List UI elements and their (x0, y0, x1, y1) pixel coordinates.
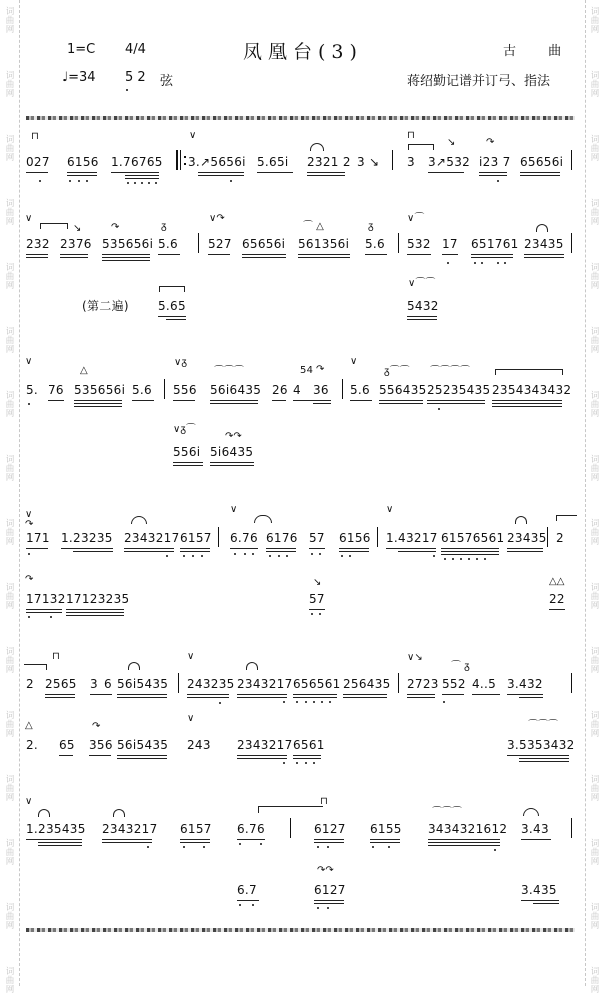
piece-title: 凤凰台(3) (243, 41, 363, 63)
note-group: 65656i (242, 237, 286, 251)
note-group: 2565 (45, 677, 77, 691)
note-group: 651761 (471, 237, 519, 251)
site-watermark: 词 曲 网 (5, 647, 15, 675)
note-group: 26 (272, 383, 288, 397)
site-watermark: 词 曲 网 (5, 839, 15, 867)
note-group: 3 (407, 155, 415, 169)
note-group: 65 (59, 738, 75, 752)
note-group: 2354343432 (492, 383, 572, 397)
note-group: 2321 2 (307, 155, 351, 169)
site-watermark: 词 曲 网 (590, 135, 600, 163)
genre-label: 古 曲 (503, 44, 576, 59)
note-group: 4 (293, 383, 301, 397)
note-group: 23435 (524, 237, 564, 251)
string-tuning: 5 2 (125, 70, 146, 85)
note-group: 3 ↘ (357, 155, 380, 169)
note-group: 17132 (26, 592, 66, 606)
note-group: 256435 (343, 677, 391, 691)
note-group: 22 (549, 592, 565, 606)
note-group: 561356i (298, 237, 350, 251)
note-group: 61576561 (441, 531, 505, 545)
site-watermark: 词 曲 网 (590, 327, 600, 355)
site-watermark: 词 曲 网 (5, 263, 15, 291)
note-group: 6.76 (237, 822, 265, 836)
site-watermark: 词 曲 网 (5, 903, 15, 931)
note-group: 2343217 (102, 822, 158, 836)
score-sheet: 词 曲 网 词 曲 网 词 曲 网 词 曲 网 词 曲 网 词 曲 网 词 曲 网 词 曲 网 词 曲 网 词 曲 网 词 曲 网 词 曲 网 词 曲 网 词 曲 网 词 曲 网 词 曲 网 词 曲 网 词 曲 网 词 曲 网 词 曲 网 词 曲 网 词 曲 网 词 曲 网 词 曲 网 词 曲 网 词 曲 网 词 曲 网 词 曲 网 词 曲 网 词 曲 网 词 曲 网 词 曲 网 1=C 4/4 凤凰台(3) 古 曲 ♩=34 5 2 弦 蒋绍勤记谱并订弓、指法 ⊓ 027 6156 1.76765 ∨ 3.↗5656i 5.65i 2321 2 3 ↘ ⊓ 3 ↘ 3↗532 ↷ i23 7 65656i ∨ 232 ↘ 2376 ↷ 535656i ᵹ 5.6 ∨↷ 527 65656i ⌒ △ 561356i ᵹ 5.6 ∨⌒ 532 17 651761 23435 (第二遍) 5.65 ∨⌒⌒ 5432 ∨ 5. 76 △ 535656i 5.6 ∨ᵹ 556 ⌒⌒⌒ 56i6435 26 54 ↷ 4 36 ∨ 5.6 ᵹ⌒⌒ 556435 ⌒⌒⌒⌒ 25235435 2354343432 ∨ᵹ⌒ 556i ↷↷ 5i6435 ∨ ↷ 171 1.23235 2343217 6157 ∨ 6.76 6176 57 6156 ∨ 1.43217 61576561 23435 2 ↷ 17132 17123235 ↘ 57 △△ 22 ⊓ 2 2565 3 6 56i5435 ∨ 243235 2343217 656561 256435 ∨↘ 2723 ⌒ ᵹ 552 4..5 3.432 △ 2. 65 ↷ 356 56i5435 ∨ 243 2343217 6561 ⌒⌒⌒ 3.5353432 ∨ 1.235435 2343217 6157 ⊓ 6.76 6127 6155 ⌒⌒⌒ 3434321612 3.43 6.7 ↷↷ 6127 3.435 (0, 0, 605, 986)
note-group: 6.76 (230, 531, 258, 545)
note-group: 6156 (339, 531, 371, 545)
top-border-band (26, 116, 575, 120)
note-group: 243235 (187, 677, 235, 691)
note-group: 5.6 (365, 237, 385, 251)
grace-note: 54 (300, 365, 314, 376)
site-watermark: 词 曲 网 (5, 967, 15, 995)
note-group: 027 (26, 155, 50, 169)
note-group: 5.65i (257, 155, 289, 169)
transcriber-credit: 蒋绍勤记谱并订弓、指法 (407, 74, 551, 89)
note-group: 5.6 (132, 383, 152, 397)
site-watermark: 词 曲 网 (590, 711, 600, 739)
site-watermark: 词 曲 网 (5, 71, 15, 99)
note-group: 1.23235 (61, 531, 113, 545)
note-group: 556435 (379, 383, 427, 397)
site-watermark: 词 曲 网 (5, 135, 15, 163)
note-group: 556 (173, 383, 197, 397)
site-watermark: 词 曲 网 (590, 519, 600, 547)
note-group: 3 (90, 677, 98, 691)
site-watermark: 词 曲 网 (5, 583, 15, 611)
site-watermark: 词 曲 网 (590, 903, 600, 931)
note-group: 6176 (266, 531, 298, 545)
note-group: 6155 (370, 822, 402, 836)
note-group: 23435 (507, 531, 547, 545)
note-group: 527 (208, 237, 232, 251)
bottom-border-band (26, 928, 575, 932)
note-group: 556i (173, 445, 201, 459)
site-watermark: 词 曲 网 (590, 967, 600, 995)
note-group: 3↗532 (428, 155, 471, 169)
note-group: 56i5435 (117, 677, 169, 691)
note-group: 2. (26, 738, 39, 752)
note-group: 356 (89, 738, 113, 752)
note-group: 2376 (60, 237, 92, 251)
note-group: 532 (407, 237, 431, 251)
note-group: 4..5 (472, 677, 497, 691)
second-pass-label: (第二遍) (82, 299, 129, 313)
note-group: 6.7 (237, 883, 257, 897)
site-watermark: 词 曲 网 (5, 519, 15, 547)
time-signature: 4/4 (125, 42, 146, 57)
note-group: 57 (309, 592, 325, 606)
note-group: 2723 (407, 677, 439, 691)
note-group: 243 (187, 738, 211, 752)
note-group: 76 (48, 383, 64, 397)
note-group: 6127 (314, 822, 346, 836)
note-group: 5i6435 (210, 445, 254, 459)
note-group: 2343217 (124, 531, 180, 545)
site-watermark: 词 曲 网 (590, 263, 600, 291)
note-group: i23 7 (479, 155, 511, 169)
site-watermark: 词 曲 网 (590, 391, 600, 419)
note-group: 3434321612 (428, 822, 508, 836)
note-group: 5. (26, 383, 39, 397)
site-watermark: 词 曲 网 (5, 711, 15, 739)
site-watermark: 词 曲 网 (590, 583, 600, 611)
right-watermark-strip (585, 0, 605, 995)
note-group: 1.235435 (26, 822, 86, 836)
key-signature: 1=C (67, 42, 96, 57)
site-watermark: 词 曲 网 (590, 7, 600, 35)
site-watermark: 词 曲 网 (590, 775, 600, 803)
note-group: 2 (556, 531, 564, 545)
note-group: 6 (104, 677, 112, 691)
note-group: 6127 (314, 883, 346, 897)
tempo-marking: ♩=34 (62, 70, 96, 85)
note-group: 3.432 (507, 677, 543, 691)
note-group: 1.43217 (386, 531, 438, 545)
note-group: 17 (442, 237, 458, 251)
note-group: 57 (309, 531, 325, 545)
note-group: 5.65 (158, 299, 186, 313)
site-watermark: 词 曲 网 (5, 455, 15, 483)
note-group: 65656i (520, 155, 564, 169)
site-watermark: 词 曲 网 (5, 775, 15, 803)
note-group: 2343217 (237, 738, 293, 752)
note-group: 3.43 (521, 822, 549, 836)
note-group: 2 (26, 677, 34, 691)
site-watermark: 词 曲 网 (590, 839, 600, 867)
note-group: 232 (26, 237, 50, 251)
note-group: 552 (442, 677, 466, 691)
note-group: 3.↗5656i (188, 155, 246, 169)
site-watermark: 词 曲 网 (590, 199, 600, 227)
note-group: 6156 (67, 155, 99, 169)
note-group: 25235435 (427, 383, 491, 397)
site-watermark: 词 曲 网 (590, 455, 600, 483)
note-group: 17123235 (66, 592, 130, 606)
site-watermark: 词 曲 网 (5, 391, 15, 419)
note-group: 5.6 (350, 383, 370, 397)
note-group: 3.5353432 (507, 738, 575, 752)
note-group: 2343217 (237, 677, 293, 691)
note-group: 6157 (180, 531, 212, 545)
left-watermark-strip (0, 0, 20, 995)
string-label: 弦 (160, 74, 174, 89)
note-group: 5432 (407, 299, 439, 313)
note-group: 36 (313, 383, 329, 397)
note-group: 171 (26, 531, 50, 545)
note-group: 1.76765 (111, 155, 163, 169)
site-watermark: 词 曲 网 (5, 327, 15, 355)
note-group: 6157 (180, 822, 212, 836)
note-group: 6561 (293, 738, 325, 752)
note-group: 656561 (293, 677, 341, 691)
note-group: 535656i (74, 383, 126, 397)
site-watermark: 词 曲 网 (5, 199, 15, 227)
site-watermark: 词 曲 网 (5, 7, 15, 35)
note-group: 5.6 (158, 237, 178, 251)
note-group: 56i5435 (117, 738, 169, 752)
site-watermark: 词 曲 网 (590, 71, 600, 99)
site-watermark: 词 曲 网 (590, 647, 600, 675)
note-group: 56i6435 (210, 383, 262, 397)
note-group: 535656i (102, 237, 154, 251)
note-group: 3.435 (521, 883, 557, 897)
